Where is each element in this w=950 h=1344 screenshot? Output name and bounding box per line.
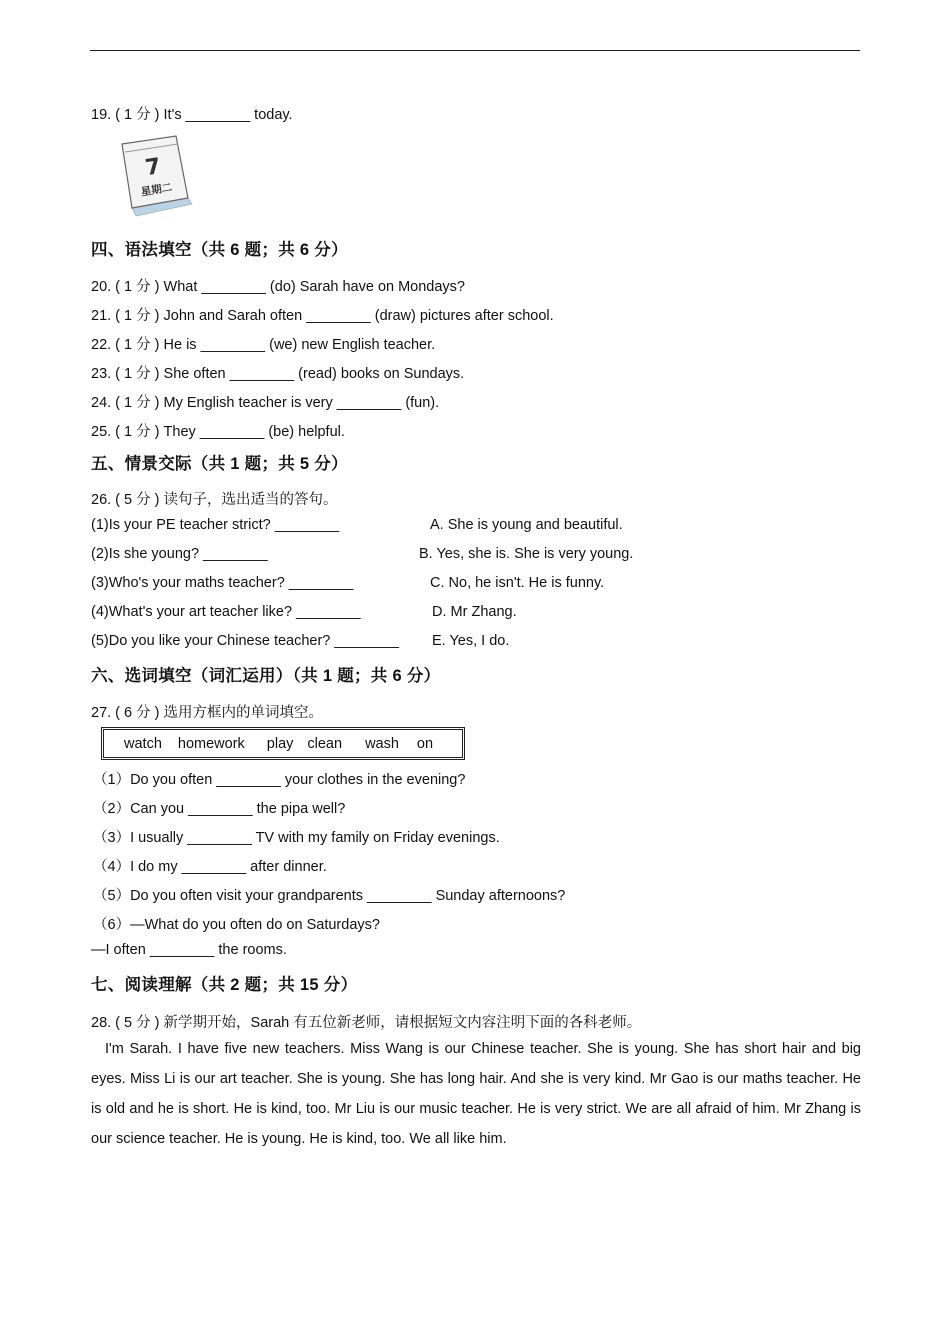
section-6-heading: 六、选词填空（词汇运用）（共 1 题；共 6 分） [91, 667, 441, 685]
question-21: 21. ( 1 分 ) John and Sarah often ________ (draw) pictures after school. [91, 308, 554, 324]
question-22: 22. ( 1 分 ) He is ________ (we) new English teacher. [91, 337, 436, 353]
q27-item-3: （3）I usually ________ TV with my family on Friday evenings. [93, 830, 500, 846]
q26-answer-c: C. No, he isn't. He is funny. [430, 575, 605, 591]
word-box-word: play [266, 735, 294, 752]
q26-item-1: (1)Is your PE teacher strict? ________ [91, 517, 340, 533]
q26-item-4: (4)What's your art teacher like? ________ [91, 604, 361, 620]
question-26-stem: 26. ( 5 分 ) 读句子，选出适当的答句。 [91, 492, 338, 508]
q27-item-6-answer: —I often ________ the rooms. [91, 942, 287, 958]
q26-answer-a: A. She is young and beautiful. [430, 517, 623, 533]
q27-item-4: （4）I do my ________ after dinner. [93, 859, 327, 875]
calendar-day: 7 [143, 154, 163, 182]
q27-item-2: （2）Can you ________ the pipa well? [93, 801, 346, 817]
section-5-heading: 五、情景交际（共 1 题；共 5 分） [91, 455, 348, 473]
q27-item-6: （6）—What do you often do on Saturdays? [93, 917, 380, 933]
q27-item-5: （5）Do you often visit your grandparents ________ Sunday afternoons? [93, 888, 566, 904]
q27-item-1: （1）Do you often ________ your clothes in the evening? [93, 772, 466, 788]
section-4-heading: 四、语法填空（共 6 题；共 6 分） [91, 241, 348, 259]
word-box-word: on [416, 735, 434, 752]
word-box-word: watch [124, 735, 162, 752]
question-28-stem: 28. ( 5 分 ) 新学期开始，Sarah 有五位新老师，请根据短文内容注明下面的各科老师。 [91, 1015, 642, 1031]
question-20: 20. ( 1 分 ) What ________ (do) Sarah have on Mondays? [91, 279, 465, 295]
q26-item-2: (2)Is she young? ________ [91, 546, 268, 562]
question-19: 19. ( 1 分 ) It's ________ today. [91, 107, 293, 123]
q26-answer-e: E. Yes, I do. [432, 633, 510, 649]
word-box-word: wash [365, 735, 399, 752]
question-23: 23. ( 1 分 ) She often ________ (read) books on Sundays. [91, 366, 465, 382]
calendar-image [118, 134, 196, 220]
word-box [101, 727, 465, 760]
reading-passage: I'm Sarah. I have five new teachers. Miss Wang is our Chinese teacher. She is young. She has short hair and big eyes. Miss Li is our art teacher. She is young. She has long hair. And she is very kind. Mr Gao is our maths teacher. He is old and he is short. He is kind, too. Mr Liu is our music teacher. He is very strict. We are all afraid of him. Mr Zhang is our science teacher. He is young. He is kind, too. We all like him. [91, 1041, 861, 1147]
question-27-stem: 27. ( 6 分 ) 选用方框内的单词填空。 [91, 705, 324, 721]
word-box-word: clean [307, 735, 343, 752]
question-24: 24. ( 1 分 ) My English teacher is very ________ (fun). [91, 395, 440, 411]
q26-item-5: (5)Do you like your Chinese teacher? ________ [91, 633, 399, 649]
q26-answer-d: D. Mr Zhang. [432, 604, 517, 620]
section-7-heading: 七、阅读理解（共 2 题；共 15 分） [91, 976, 358, 994]
word-box-word: homework [177, 735, 245, 752]
header-rule [90, 50, 860, 51]
q26-answer-b: B. Yes, she is. She is very young. [419, 546, 634, 562]
q26-item-3: (3)Who's your maths teacher? ________ [91, 575, 354, 591]
question-25: 25. ( 1 分 ) They ________ (be) helpful. [91, 424, 345, 440]
calendar-weekday: 星期二 [140, 181, 174, 199]
